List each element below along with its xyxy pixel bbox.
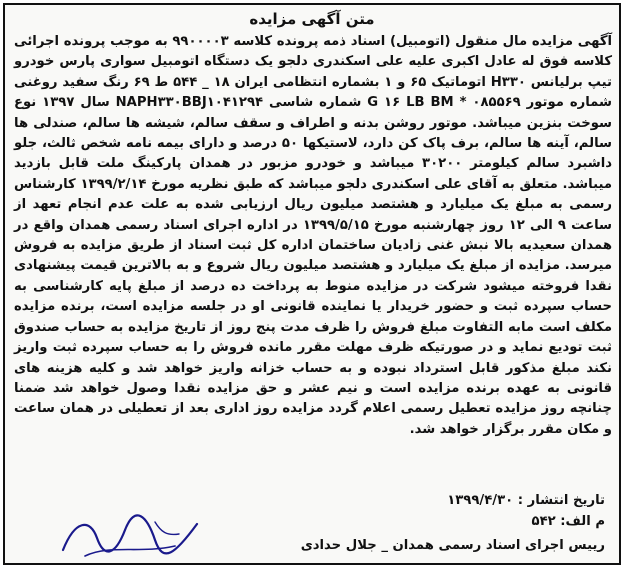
notice-frame <box>3 3 621 565</box>
signatory-line: رییس اجرای اسناد رسمی همدان _ جلال حدادی <box>300 538 605 553</box>
publish-date: تاریخ انتشار : ۱۳۹۹/۴/۳۰ <box>447 493 605 508</box>
notice-body <box>14 32 612 440</box>
ad-number: م الف: ۵۴۲ <box>531 514 605 529</box>
notice-paragraph: آگهی مزایده مال منقول (اتومبیل) اسناد ذمه پرونده کلاسه ۹۹۰۰۰۰۳ به موجب پرونده اجرائی کلاسه فوق له عادل اکبری علیه علی اسکندری دلجو یک دستگاه اتومبیل سواری پارس خودرو تیپ برلیانس H۳۳۰ اتوماتیک ۶۵ و ۱ بشماره انتظامی ایران ۱۸ _ ۵۴۴ ط ۶۹ رنگ سفید روغنی شماره موتور ۰۸۵۵۶۹ * G ۱۶ LB BM شماره شاسی NAPH۳۳۰BBJ۱۰۴۱۲۹۴ سال ۱۳۹۷ نوع سوخت بنزین میباشد. موتور روشن بدنه و اطراف و سقف سالم، شیشه ها سالم، صندلی ها سالم، آینه ها سالم، برف پاک کن دارد، لاستیکها ۵۰ درصد و دارای بیمه نامه شخص ثالث، جلو داشبرد سالم کیلومتر ۳۰۲۰۰ میباشد و خودرو مزبور در همدان پارکینگ ملت قابل بازدید میباشد. متعلق به آقای علی اسکندری دلجو میباشد که طبق نظریه مورخ ۱۳۹۹/۲/۱۴ کارشناس رسمی به مبلغ یک میلیارد و هشتصد میلیون ریال ارزیابی شده به علت عدم انجام تعهد از ساعت ۹ الی ۱۲ روز چهارشنبه مورخ ۱۳۹۹/۵/۱۵ در اداره اجرای اسناد رسمی همدان واقع در همدان سعیدیه بالا نبش غنی زادیان ساختمان اداره کل ثبت اسناد از طریق مزایده به فروش میرسد. مزایده از مبلغ یک میلیارد و هشتصد میلیون ریال شروع و به بالاترین قیمت پیشنهادی نقدا فروخته میشود شرکت در مزایده منوط به پرداخت ده درصد از مبلغ پایه کارشناسی به حساب سپرده ثبت و حضور خریدار یا نماینده قانونی او در جلسه مزایده است، برنده مزایده مکلف است مابه التفاوت مبلغ فروش را ظرف مدت پنج روز از تاریخ مزایده به حساب صندوق ثبت تودیع نماید و در صورتیکه ظرف مهلت مقرر مانده فروش را به حساب سپرده ثبت واریز نکند مبلغ مذکور قابل استرداد نبوده و به حساب خزانه واریز خواهد شد و کلیه هزینه های قانونی به عهده برنده مزایده است و نیم عشر و حق مزایده نقدا وصول خواهد شد ضمنا چنانچه روز مزایده تعطیل رسمی اعلام گردد مزایده روز اداری بعد از تعطیلی در همان ساعت و مکان مقرر برگزار خواهد شد. <box>14 34 613 437</box>
signature-icon <box>55 510 205 562</box>
notice-title: متن آگهی مزایده <box>249 10 375 28</box>
